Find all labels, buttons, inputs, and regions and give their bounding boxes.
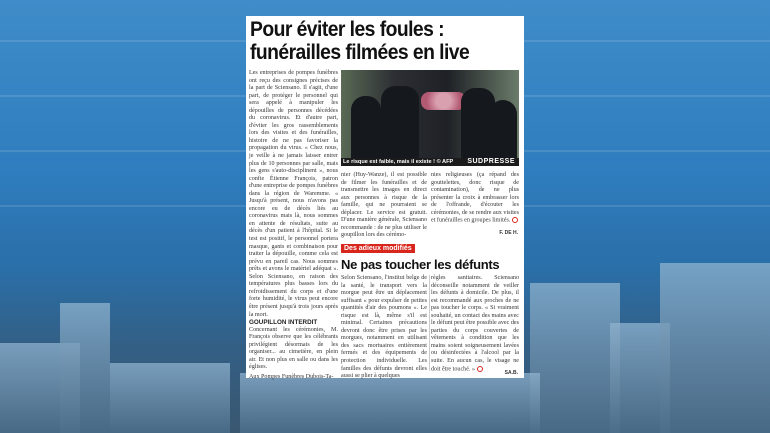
end-mark-icon xyxy=(512,217,518,223)
newspaper-clipping xyxy=(246,16,524,378)
article-title: Pour éviter les foules : funérailles filmées en live xyxy=(250,18,470,64)
sub-headline: Ne pas toucher les défunts xyxy=(341,257,500,272)
paragraph: nier (Huy-Wanze), il est possible de filmer les funérailles et de transmettre les images en direct aux personnes à risque de la famille, qui ne pourraient se déplacer. Le service est gratuit. D'une manière générale, Sciensano recommande : de ne plus utiliser le goupillon lors des cérémo- xyxy=(341,172,427,239)
paragraph: nies religieuses (ça répand des gouttelettes, donc risque de contamination), de ne plus présenter la croix à embrasser lors de l'offrande, d'écouter les cérémonies, de se rendre aux visites et funérailles en groupes limités. xyxy=(431,172,519,224)
byline: SA.B. xyxy=(504,370,518,376)
byline: F. DE H. xyxy=(499,230,518,236)
column-2 xyxy=(341,172,427,240)
paragraph: Concernant les cérémonies, M. François observe que les célébrants privilégient désormais de les organiser... au cimetière, en plein air. Et non plus en salle ou dans les églises. xyxy=(249,326,338,371)
column-1 xyxy=(249,70,338,381)
subheading: GOUPILLON INTERDIT xyxy=(249,319,318,327)
paragraph: Aux Pompes Funèbres Dubois-Ta- xyxy=(249,373,334,380)
end-mark-icon xyxy=(477,366,483,372)
column-5 xyxy=(431,275,519,374)
caption-text: Le risque est faible, mais il existe ! © AFP xyxy=(343,159,454,165)
brand-logo: SUDPRESSE xyxy=(467,158,515,165)
section-tag: Des adieux modifiés xyxy=(341,244,415,253)
column-3 xyxy=(431,172,519,225)
article-photo xyxy=(341,70,519,166)
paragraph: Les entreprises de pompes funèbres ont reçu des consignes précises de la part de Sciensano. Il s'agit, d'une part, de protéger le personnel qui sera appelé à manipuler les dépouilles de personnes décédées du coronavirus. Et d'autre part, d'éviter les gros rassemblements lors des visites et des funérailles, histoire de ne pas favoriser la propagation du virus. « Chez nous, je veille à ne jamais laisser entrer plus de 10 personnes par salle, mais les gens s'auto-disciplinent », nous confie Étienne François, patron d'une entreprise de pompes funèbres dans la région de Waremme. « Jusqu'à présent, nous n'avons pas encore eu de décès liés au coronavirus mais là, nous sommes en attente de résultats, suite au décès d'un patient à l'hôpital. Si le test est positif, le personnel portera masque, gants et combinaison pour traiter la dépouille, comme cela est prévu en pareil cas. Nous sommes prêts et avons le matériel adéquat ». Selon Sciensano, en raison des températures plus basses lors du refroidissement du corps et d'une forte humidité, le virus peut encore être présent jusqu'à trois jours après la mort. xyxy=(249,70,338,318)
column-4 xyxy=(341,275,427,381)
paragraph: Selon Sciensano, l'institut belge de la santé, le transport vers la morgue peut être un déplacement suffisant « pour expulser de petites quantités d'air des poumons ». Le risque est là, même s'il est minimal. Certaines précautions devront donc être prises par les morgues, notamment en utilisant des sacs mortuaires entièrement fermés et des équipements de protection individuelle. Les familles des défunts devront elles aussi se plier à quelques xyxy=(341,275,427,380)
photo-caption xyxy=(341,158,519,166)
paragraph: règles sanitaires. Sciensano déconseille notamment de veiller les défunts à domicile. De plus, il est recommandé aux proches de ne pas toucher le corps. « Si vraiment souhaité, un contact des mains avec le défunt peut être possible avec des parties du corps couvertes de vêtements à condition que les mains soient soigneusement lavées ou désinfectées à l'alcool par la suite. En aucun cas, le visage ne doit être touché. » xyxy=(431,275,519,372)
